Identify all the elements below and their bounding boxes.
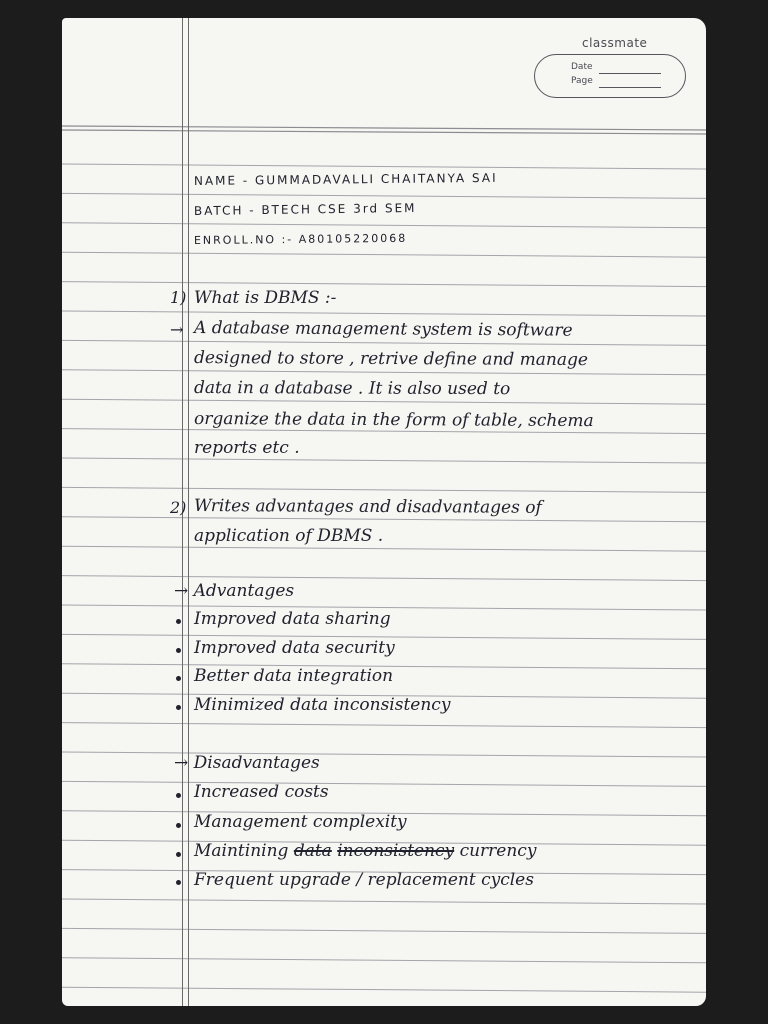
ruled-line: [62, 899, 706, 904]
bullet: [176, 880, 181, 885]
struck-word: inconsistency: [337, 841, 455, 861]
ruled-line: [62, 164, 706, 169]
date-page-box: [534, 54, 686, 98]
disadvantage-item: Management complexity: [194, 812, 407, 832]
page-label: Page: [571, 76, 593, 86]
answer-line: A database management system is software: [194, 318, 573, 341]
bullet: [176, 823, 181, 828]
item-text: Maintining: [194, 841, 289, 861]
ruled-line: [62, 193, 706, 198]
ruled-line: [62, 223, 706, 228]
ruled-line: [62, 311, 706, 316]
ruled-line: [62, 370, 706, 375]
disadvantages-heading: → Disadvantages: [174, 753, 320, 773]
date-line: [599, 73, 661, 74]
question-text: Writes advantages and disadvantages of: [194, 496, 542, 518]
student-enroll: ENROLL.NO :- A80105220068: [193, 231, 408, 247]
bullet: [176, 705, 181, 710]
answer-line: organize the data in the form of table, schema: [194, 409, 594, 432]
ruled-line: [62, 781, 706, 786]
student-batch: BATCH - BTECH CSE 3rd SEM: [193, 200, 417, 218]
ruled-line: [62, 340, 706, 345]
page-line: [599, 87, 661, 88]
ruled-line: [62, 576, 706, 581]
ruled-line: [62, 399, 706, 404]
question-number: 1): [170, 288, 187, 307]
bullet: [176, 648, 181, 653]
ruled-line: [62, 458, 706, 463]
ruled-line: [62, 723, 706, 728]
ruled-line: [62, 958, 706, 963]
ruled-line: [62, 546, 706, 551]
struck-word: data: [293, 841, 332, 861]
answer-line: reports etc .: [194, 438, 300, 458]
answer-line: data in a database . It is also used to: [194, 378, 511, 400]
brand-logo: classmate: [582, 36, 648, 50]
question-number: 2): [170, 498, 187, 517]
bullet: [176, 619, 181, 624]
item-text: currency: [459, 841, 537, 861]
header-rule: [62, 130, 706, 134]
advantages-heading: → Advantages: [174, 581, 295, 601]
disadvantage-item: Increased costs: [194, 782, 329, 802]
ruled-line: [62, 517, 706, 522]
advantage-item: Improved data sharing: [194, 609, 391, 629]
disadvantage-item: Frequent upgrade / replacement cycles: [194, 870, 534, 890]
date-label: Date: [571, 62, 593, 72]
arrow-icon: →: [170, 320, 184, 339]
notebook-page: [62, 18, 706, 1006]
advantage-item: Improved data security: [194, 638, 395, 658]
ruled-line: [62, 987, 706, 992]
advantage-item: Minimized data inconsistency: [194, 695, 451, 715]
bullet: [176, 676, 181, 681]
bullet: [176, 793, 181, 798]
ruled-line: [62, 487, 706, 492]
question-text: What is DBMS :-: [194, 288, 337, 308]
ruled-line: [62, 252, 706, 257]
margin-line: [188, 18, 189, 1006]
disadvantage-item: [194, 841, 536, 861]
header-rule: [62, 126, 706, 130]
advantage-item: Better data integration: [194, 666, 394, 686]
ruled-line: [62, 928, 706, 933]
question-text: application of DBMS .: [194, 526, 384, 546]
bullet: [176, 852, 181, 857]
ruled-line: [62, 752, 706, 757]
student-name: NAME - GUMMADAVALLI CHAITANYA SAI: [193, 170, 498, 188]
ruled-line: [62, 282, 706, 287]
answer-line: designed to store , retrive define and manage: [194, 348, 589, 371]
